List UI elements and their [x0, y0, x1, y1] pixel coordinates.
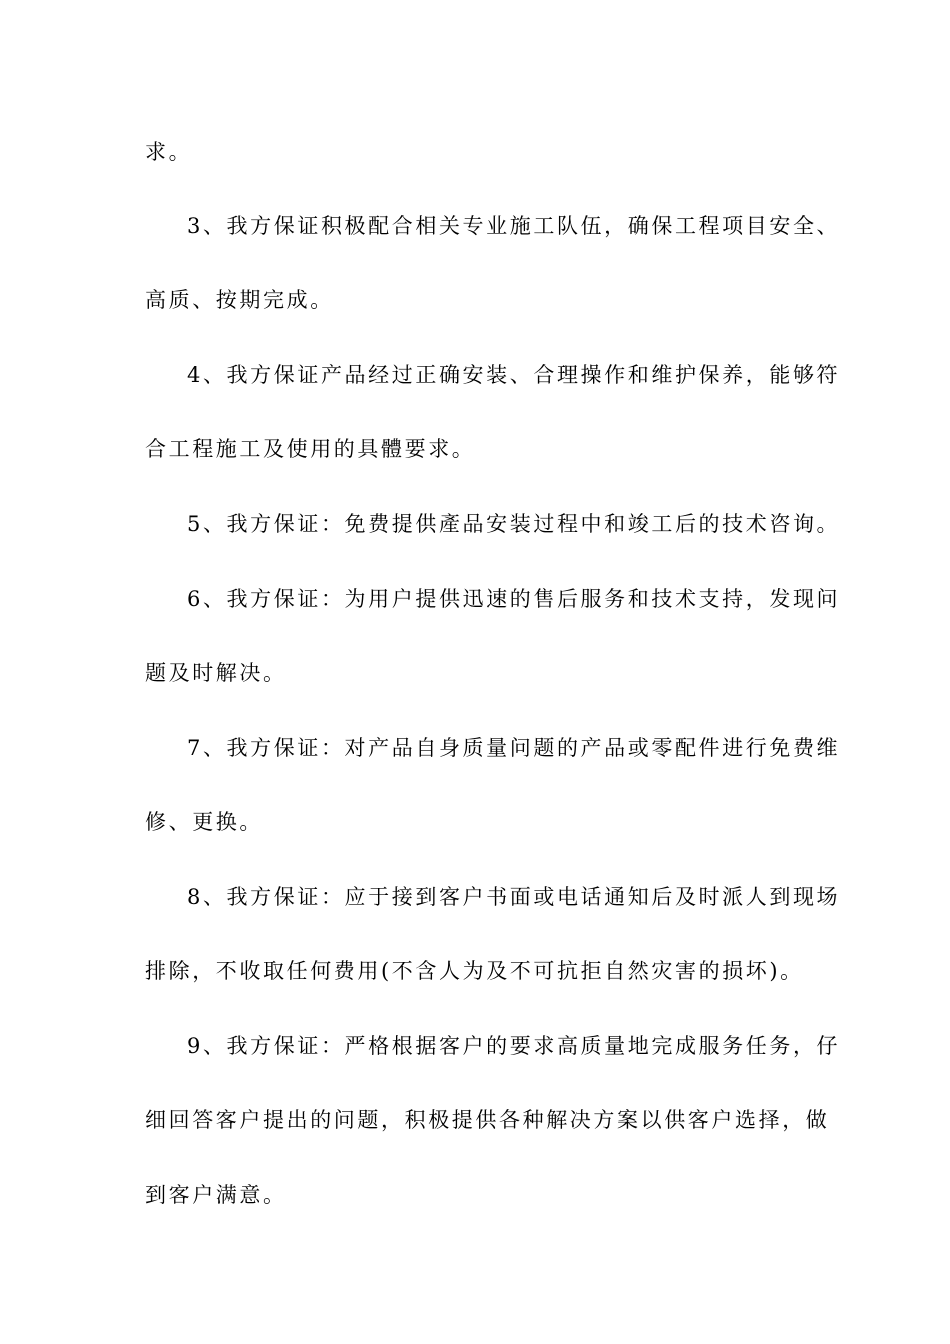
text-line: 9、我方保证：严格根据客户的要求高质量地完成服务任务，仔 — [187, 1034, 841, 1058]
text-line: 5、我方保证：免费提供產品安装过程中和竣工后的技术咨询。 — [187, 512, 841, 536]
text-line: 排除，不收取任何费用(不含人为及不可抗拒自然灾害的损坏)。 — [145, 959, 804, 983]
text-line: 修、更换。 — [145, 810, 263, 834]
text-line: 4、我方保证产品经过正确安装、合理操作和维护保养，能够符 — [187, 363, 841, 387]
text-line: 题及时解决。 — [145, 661, 287, 685]
text-line: 到客户满意。 — [145, 1183, 287, 1207]
text-line: 8、我方保证：应于接到客户书面或电话通知后及时派人到现场 — [187, 885, 841, 909]
text-line: 合工程施工及使用的具體要求。 — [145, 437, 476, 461]
text-line: 3、我方保证积极配合相关专业施工队伍，确保工程项目安全、 — [187, 214, 841, 238]
text-line: 7、我方保证：对产品自身质量问题的产品或零配件进行免费维 — [187, 736, 841, 760]
text-line: 求。 — [145, 140, 193, 164]
text-line: 高质、按期完成。 — [145, 288, 334, 312]
text-line: 6、我方保证：为用户提供迅速的售后服务和技术支持，发现问 — [187, 587, 841, 611]
text-line: 细回答客户提出的问题，积极提供各种解决方案以供客户选择，做 — [145, 1108, 830, 1132]
